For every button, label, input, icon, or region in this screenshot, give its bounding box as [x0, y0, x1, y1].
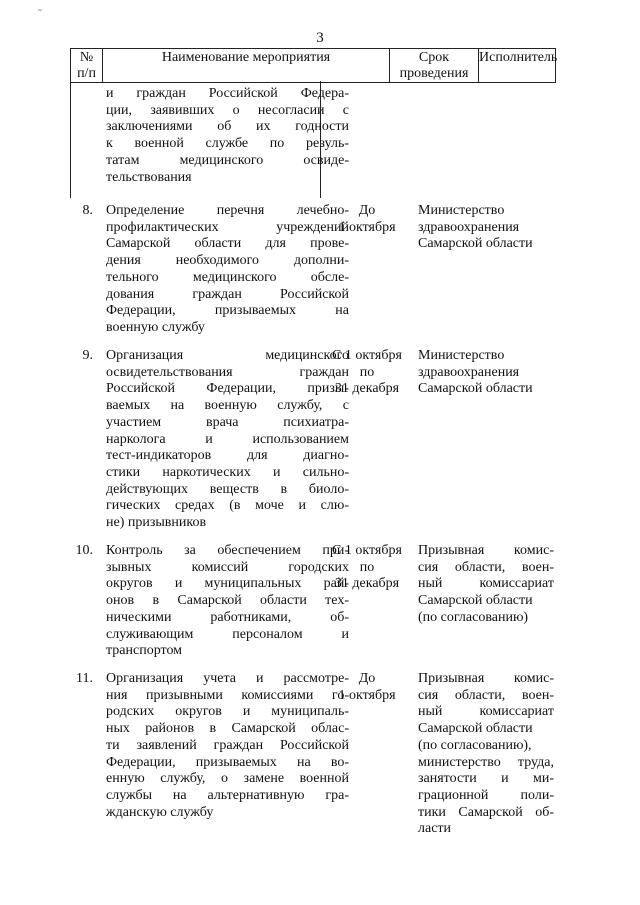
activity-term — [322, 671, 412, 704]
text-line: ции, заявивших о несогласии с — [106, 102, 349, 118]
text-line: Самарской области — [418, 593, 533, 609]
text-line: сия области, воен- — [418, 559, 554, 575]
header-term — [390, 49, 479, 82]
text-line: освидетельствования граждан — [106, 364, 349, 380]
activity-executor — [418, 203, 554, 253]
text-line: грационной поли- — [418, 787, 554, 803]
header-num-line: № — [79, 50, 94, 65]
activity-term — [322, 348, 412, 398]
text-line: ных районов в Самарской облас- — [106, 721, 349, 737]
text-line: занятости и ми- — [418, 771, 554, 787]
text-line: Самарской области для прове- — [106, 236, 349, 252]
text-line: Российской Федерации, призы- — [106, 381, 349, 397]
text-line: жданскую службу — [106, 804, 214, 820]
text-line: округов и муниципальных рай- — [106, 576, 349, 592]
text-line: 1 октября — [338, 687, 396, 703]
text-line: транспортом — [106, 643, 183, 659]
text-line: гических средах (в моче и слю- — [106, 498, 349, 514]
header-term-line: проведения — [399, 66, 469, 81]
text-line: не) призывников — [106, 515, 207, 531]
text-line: Призывная комис- — [418, 543, 554, 558]
table-header — [70, 48, 556, 83]
text-line: Организация учета и рассмотре- — [106, 671, 349, 686]
text-line: зывных комиссий городских — [106, 559, 349, 575]
text-line: дования граждан Российской — [106, 286, 349, 302]
row-number: 10. — [75, 543, 93, 558]
header-num-line: п/п — [77, 66, 96, 81]
header-term-line: Срок — [418, 50, 450, 65]
text-line: стики наркотических и сильно- — [106, 464, 349, 480]
text-line: родских округов и муниципаль- — [106, 704, 349, 720]
activity-name — [106, 543, 349, 660]
header-executor-line: Исполнитель — [479, 50, 558, 65]
text-line: тики Самарской об- — [418, 804, 554, 820]
text-line: 1 октября — [338, 219, 396, 235]
text-line: здравоохранения — [418, 364, 520, 380]
text-line: Министерство — [418, 203, 505, 218]
text-line: действующих веществ в биоло- — [106, 481, 349, 497]
text-line: тельствования — [106, 169, 192, 185]
activity-executor — [418, 671, 554, 838]
text-line: Федерации, призываемых на — [106, 303, 349, 319]
header-executor — [479, 49, 556, 82]
text-line: ваемых на военную службу, с — [106, 398, 349, 414]
activity-executor — [418, 348, 554, 398]
text-line: С 1 октября — [332, 543, 402, 558]
activity-name — [106, 348, 349, 532]
text-line: 31 декабря — [334, 381, 400, 397]
text-line: Министерство — [418, 348, 505, 363]
header-name — [103, 49, 390, 82]
continuation-text — [106, 86, 349, 186]
text-line: Федерации, призываемых на во- — [106, 754, 349, 770]
text-line: к военной службе по резуль- — [106, 136, 349, 152]
text-line: 31 декабря — [334, 576, 400, 592]
text-line: онов в Самарской области тех- — [106, 593, 349, 609]
text-line: енную службу, о замене военной — [106, 771, 349, 787]
page-number: 3 — [316, 30, 324, 46]
text-line: участием врача психиатра- — [106, 414, 349, 430]
text-line: тельного медицинского обсле- — [106, 269, 349, 285]
text-line: Самарской области — [418, 381, 533, 397]
corner-mark: ″ — [38, 8, 43, 19]
text-line: До — [358, 203, 376, 218]
text-line: ния призывными комиссиями го- — [106, 687, 349, 703]
text-line: и граждан Российской Федера- — [106, 86, 349, 101]
text-line: службы на альтернативную гра- — [106, 787, 349, 803]
text-line: министерство труда, — [418, 754, 554, 770]
text-line: (по согласованию), — [418, 737, 532, 753]
header-name-line: Наименование мероприятия — [161, 50, 331, 65]
text-line: Определение перечня лечебно- — [106, 203, 349, 218]
text-line: Организация медицинского — [106, 348, 349, 363]
row-number: 11. — [76, 671, 93, 686]
text-line: дения необходимого дополни- — [106, 253, 349, 269]
text-line: Призывная комис- — [418, 671, 554, 686]
text-line: Самарской области — [418, 721, 533, 737]
text-line: ный комиссариат — [418, 704, 554, 720]
text-line: татам медицинского освиде- — [106, 152, 349, 168]
header-num — [71, 49, 103, 82]
text-line: ническими работниками, об- — [106, 609, 349, 625]
text-line: заключениями об их годности — [106, 119, 349, 135]
text-line: Контроль за обеспечением при- — [106, 543, 349, 558]
activity-name — [106, 671, 349, 821]
text-line: здравоохранения — [418, 219, 520, 235]
activity-term — [322, 543, 412, 593]
row-number: 8. — [82, 203, 93, 218]
activity-name — [106, 203, 349, 337]
text-line: До — [358, 671, 376, 686]
text-line: Самарской области — [418, 236, 533, 252]
text-line: нарколога и использованием — [106, 431, 349, 447]
text-line: ласти — [418, 821, 452, 837]
row-number: 9. — [82, 348, 93, 363]
text-line: профилактических учреждений — [106, 219, 349, 235]
text-line: С 1 октября — [332, 348, 402, 363]
text-line: по — [359, 559, 375, 575]
activity-executor — [418, 543, 554, 627]
text-line: сия области, воен- — [418, 687, 554, 703]
activity-term — [322, 203, 412, 236]
text-line: (по согласованию) — [418, 609, 529, 625]
text-line: военную службу — [106, 319, 205, 335]
text-line: по — [359, 364, 375, 380]
text-line: ти заявлений граждан Российской — [106, 737, 349, 753]
text-line: тест-индикаторов для диагно- — [106, 448, 349, 464]
text-line: ный комиссариат — [418, 576, 554, 592]
text-line: служивающим персоналом и — [106, 626, 349, 642]
